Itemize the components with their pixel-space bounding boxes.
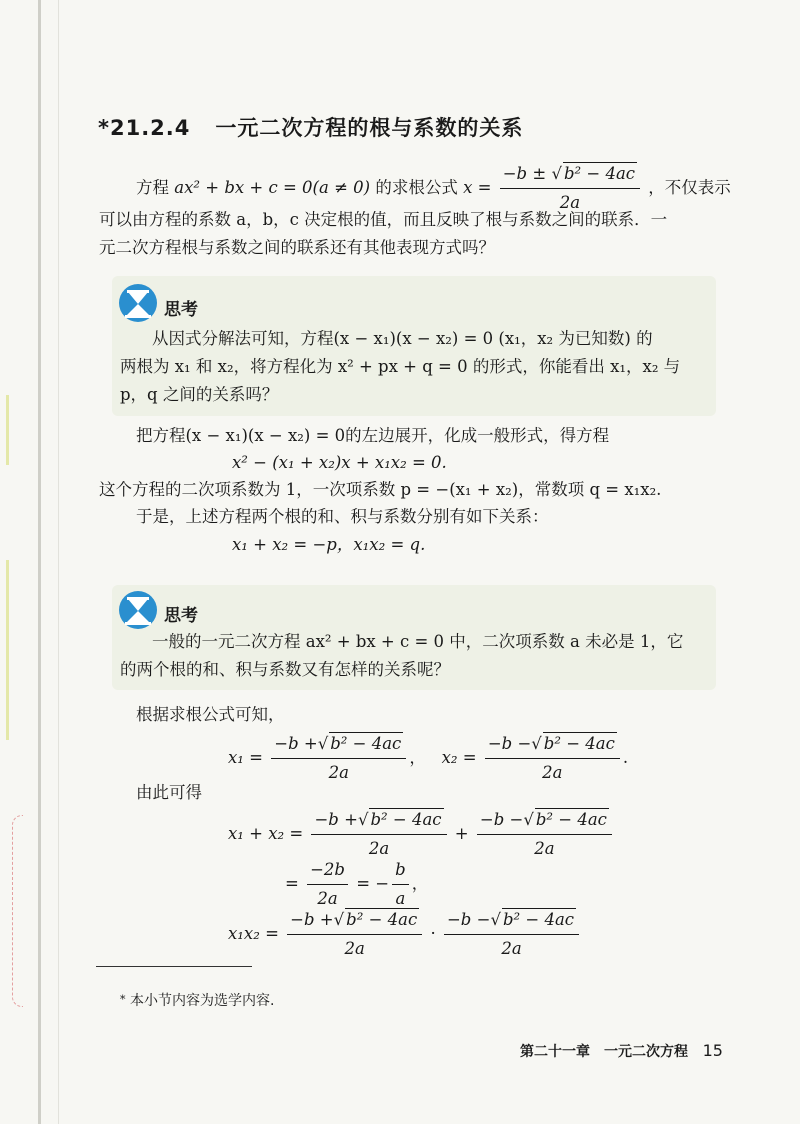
think1-line-2: 两根为 x₁ 和 x₂，将方程化为 x² + px + q = 0 的形式，你能看出 x₁，x₂ 与 — [120, 357, 681, 376]
x1-fraction: $\frac{\text{−b +√ b² − 4ac}}{2a}$ — [271, 732, 406, 785]
think-icon — [118, 283, 158, 323]
footnote — [120, 990, 274, 1010]
x2-fraction: $\frac{\text{−b −√ b² − 4ac}}{2a}$ — [485, 732, 620, 785]
scan-mark — [12, 815, 23, 1007]
think1-line-1: 从因式分解法可知，方程(x − x₁)(x − x₂) = 0 (x₁，x₂ 为已知数) 的 — [152, 329, 653, 348]
footnote-rule — [96, 966, 252, 967]
think2-line-2: 的两个根的和、积与系数又有怎样的关系呢？ — [120, 660, 450, 679]
intro-line-3: 元二次方程根与系数之间的联系还有其他表现方式吗？ — [99, 238, 495, 257]
hence-label: 由此可得 — [136, 783, 202, 802]
sum-formula: x₁ + x₂ = $\frac{\text{−b +√ b² − 4ac}}{2a}$ + $\frac{\text{−b −√ b² − 4ac}}{2a}$ — [228, 808, 615, 861]
product-formula: x₁x₂ = $\frac{\text{−b +√ b² − 4ac}}{2a}$ · $\frac{\text{−b −√ b² − 4ac}}{2a}$ — [228, 908, 582, 961]
page-binding-edge — [38, 0, 41, 1124]
scan-mark — [6, 395, 9, 465]
page-footer — [520, 1041, 723, 1061]
sum-simplified: = $\frac{-2b}{2a}$ = − $\frac{b}{a}$ ， — [285, 860, 429, 908]
page-number: 15 — [702, 1041, 723, 1060]
intro-line-2: 可以由方程的系数 a，b，c 决定根的值，而且反映了根与系数之间的联系．一 — [99, 210, 668, 229]
section-title: 一元二次方程的根与系数的关系 — [215, 116, 524, 140]
section-number: *21.2.4 — [98, 116, 191, 140]
intro-line-1: 方程 ax² + bx + c = 0(a ≠ 0) 的求根公式 x = $\frac{\text{−b ± √ b² − 4ac}}{2a}$ ，不仅表示 — [136, 162, 731, 215]
roots-formulas: x₁ = $\frac{\text{−b +√ b² − 4ac}}{2a}$ ， x₂ = $\frac{\text{−b −√ b² − 4ac}}{2a}$ . — [228, 732, 628, 785]
think1-line-3: p，q 之间的关系吗？ — [120, 385, 279, 404]
derivation-intro: 根据求根公式可知， — [136, 705, 285, 724]
footnote-text: 本小节内容为选学内容. — [129, 993, 275, 1009]
root-relations: x₁ + x₂ = −p，x₁x₂ = q. — [232, 535, 426, 554]
think2-line-1: 一般的一元二次方程 ax² + bx + c = 0 中，二次项系数 a 未必是 1，它 — [152, 632, 684, 651]
expand-line-1: 把方程(x − x₁)(x − x₂) = 0的左边展开，化成一般形式，得方程 — [136, 426, 610, 445]
expand-line-3: 这个方程的二次项系数为 1，一次项系数 p = −(x₁ + x₂)，常数项 q = x₁x₂. — [99, 480, 662, 499]
scan-mark — [6, 560, 9, 740]
section-heading — [98, 112, 523, 142]
think-title-2: 思考 — [164, 606, 198, 626]
chapter-label: 第二十一章 一元二次方程 — [520, 1044, 688, 1060]
general-equation: ax² + bx + c = 0(a ≠ 0) — [174, 178, 371, 197]
page-binding-shadow — [58, 0, 59, 1124]
footnote-marker: * — [120, 993, 126, 1006]
expand-line-4: 于是，上述方程两个根的和、积与系数分别有如下关系： — [136, 507, 549, 526]
quadratic-formula: $\frac{\text{−b ± √ b² − 4ac}}{2a}$ — [500, 162, 640, 215]
think-title-1: 思考 — [164, 300, 198, 320]
expanded-equation: x² − (x₁ + x₂)x + x₁x₂ = 0. — [232, 453, 447, 472]
think-icon — [118, 590, 158, 630]
